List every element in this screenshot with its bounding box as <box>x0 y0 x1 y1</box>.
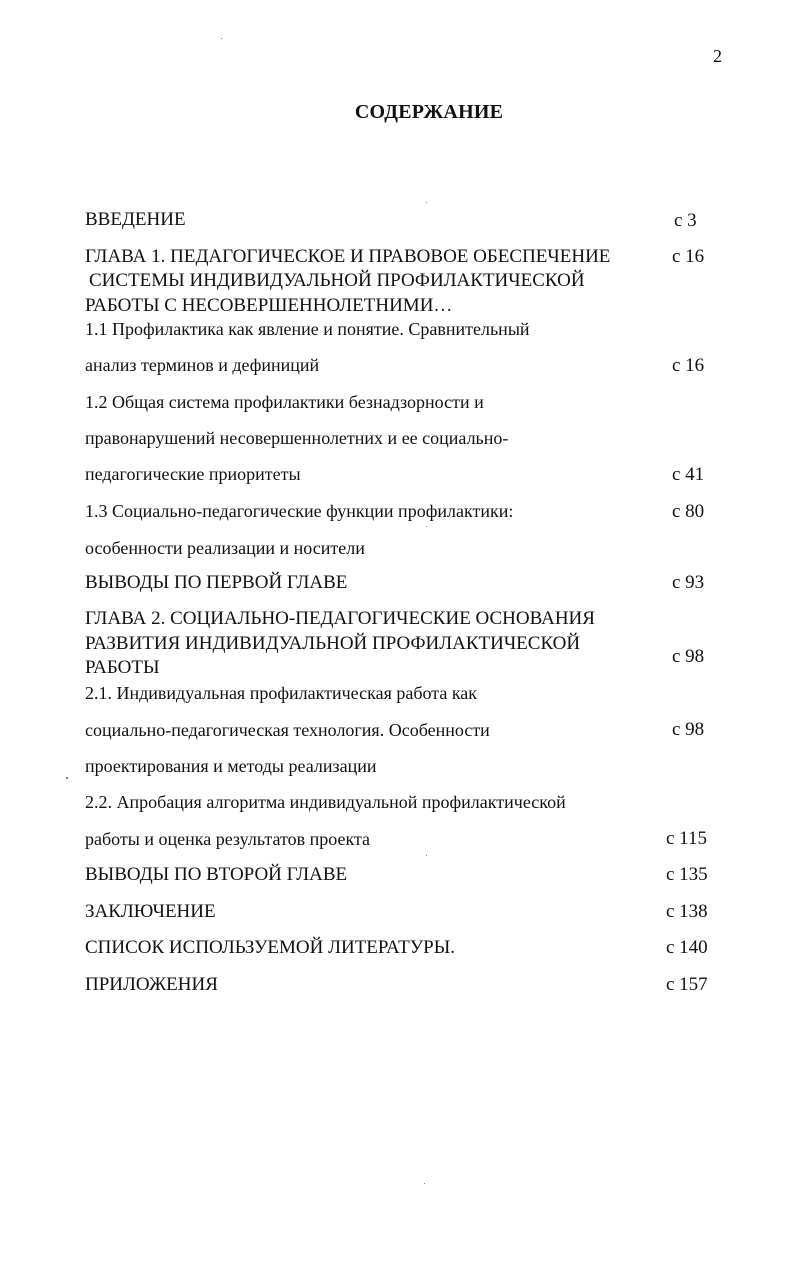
toc-entry-section2-1-line1[interactable]: 2.1. Индивидуальная профилактическая работа как <box>85 683 478 703</box>
toc-page-section2-1: с 98 <box>672 719 705 740</box>
toc-entry-conclusions-chapter1[interactable]: ВЫВОДЫ ПО ПЕРВОЙ ГЛАВЕ <box>85 572 348 593</box>
toc-page-chapter1: с 16 <box>672 246 705 267</box>
toc-entry-introduction[interactable]: ВВЕДЕНИЕ <box>85 209 186 230</box>
toc-entry-appendices[interactable]: ПРИЛОЖЕНИЯ <box>85 974 218 995</box>
scan-speck <box>426 526 427 527</box>
toc-page-section2-2: с 115 <box>666 828 707 849</box>
toc-entry-chapter2-line3[interactable]: РАБОТЫ <box>85 657 160 678</box>
toc-page-conclusions-chapter2: с 135 <box>666 864 708 885</box>
toc-entry-chapter1-line1[interactable]: ГЛАВА 1. ПЕДАГОГИЧЕСКОЕ И ПРАВОВОЕ ОБЕСПЕЧЕНИЕ <box>85 246 611 267</box>
toc-page-references: с 140 <box>666 937 708 958</box>
toc-entry-conclusion[interactable]: ЗАКЛЮЧЕНИЕ <box>85 901 216 922</box>
toc-entry-section2-2-line2[interactable]: работы и оценка результатов проекта <box>85 829 371 849</box>
toc-page-section1-3: с 80 <box>672 501 705 522</box>
toc-entry-chapter2-line2[interactable]: РАЗВИТИЯ ИНДИВИДУАЛЬНОЙ ПРОФИЛАКТИЧЕСКОЙ <box>85 633 581 654</box>
toc-entry-section1-3-line1[interactable]: 1.3 Социально-педагогические функции профилактики: <box>85 501 514 521</box>
toc-entry-conclusions-chapter2[interactable]: ВЫВОДЫ ПО ВТОРОЙ ГЛАВЕ <box>85 864 348 885</box>
toc-page-conclusions-chapter1: с 93 <box>672 572 705 593</box>
toc-page-section1-1: с 16 <box>672 355 705 376</box>
toc-entry-section1-2-line1[interactable]: 1.2 Общая система профилактики безнадзорности и <box>85 392 484 412</box>
scan-speck <box>66 777 68 779</box>
toc-page-introduction: с 3 <box>674 210 697 231</box>
page-title: СОДЕРЖАНИЕ <box>354 101 504 123</box>
scan-speck <box>426 202 427 203</box>
toc-entry-chapter1-line2[interactable]: СИСТЕМЫ ИНДИВИДУАЛЬНОЙ ПРОФИЛАКТИЧЕСКОЙ <box>89 270 585 291</box>
scan-speck <box>424 1183 425 1184</box>
toc-entry-chapter2-line1[interactable]: ГЛАВА 2. СОЦИАЛЬНО-ПЕДАГОГИЧЕСКИЕ ОСНОВАНИЯ <box>85 608 595 629</box>
toc-entry-section2-1-line2[interactable]: социально-педагогическая технология. Особенности <box>85 720 490 740</box>
toc-entry-section1-2-line3[interactable]: педагогические приоритеты <box>85 464 301 484</box>
toc-entry-chapter1-line3[interactable]: РАБОТЫ С НЕСОВЕРШЕННОЛЕТНИМИ… <box>85 295 453 316</box>
toc-page-chapter2: с 98 <box>672 646 705 667</box>
toc-entry-section1-2-line2[interactable]: правонарушений несовершеннолетних и ее социально- <box>85 428 509 448</box>
scan-speck <box>221 38 222 39</box>
toc-page-appendices: с 157 <box>666 974 708 995</box>
toc-entry-section1-1-line2[interactable]: анализ терминов и дефиниций <box>85 355 320 375</box>
page-number: 2 <box>713 46 722 66</box>
scan-speck <box>426 855 427 856</box>
toc-entry-section1-3-line2[interactable]: особенности реализации и носители <box>85 538 365 558</box>
toc-entry-section1-1-line1[interactable]: 1.1 Профилактика как явление и понятие. Сравнительный <box>85 319 530 339</box>
toc-entry-section2-1-line3[interactable]: проектирования и методы реализации <box>85 756 377 776</box>
toc-entry-section2-2-line1[interactable]: 2.2. Апробация алгоритма индивидуальной профилактической <box>85 792 566 812</box>
toc-entry-references[interactable]: СПИСОК ИСПОЛЬЗУЕМОЙ ЛИТЕРАТУРЫ. <box>85 937 456 958</box>
toc-page-section1-2: с 41 <box>672 464 705 485</box>
toc-page-conclusion: с 138 <box>666 901 708 922</box>
